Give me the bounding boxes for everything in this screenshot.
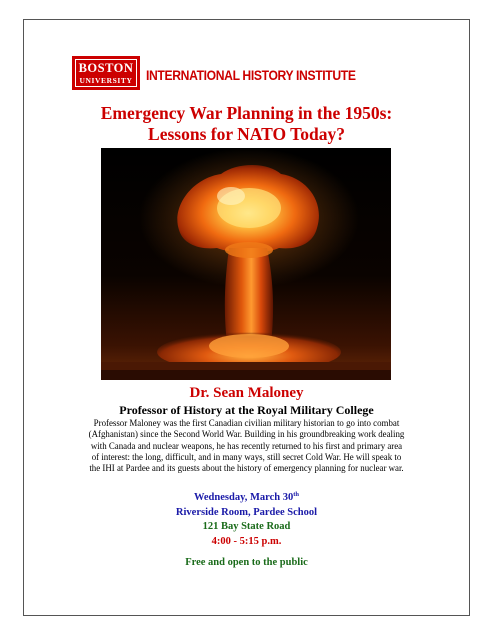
speaker-position: Professor of History at the Royal Military College bbox=[119, 403, 374, 417]
event-details bbox=[23, 491, 470, 549]
title-line2: Lessons for NATO Today? bbox=[148, 124, 345, 144]
event-room: Riverside Room, Pardee School bbox=[175, 506, 318, 518]
logo-line2: UNIVERSITY bbox=[79, 75, 133, 85]
event-title bbox=[23, 103, 470, 145]
logo-line1: BOSTON bbox=[78, 61, 134, 75]
bio-line: (Afghanistan) since the Second World War. Building in his groundbreaking work dealing bbox=[88, 429, 405, 440]
boston-university-logo bbox=[72, 56, 140, 90]
header bbox=[72, 56, 402, 92]
bio-line: the IHI at Pardee and its guests about the history of emergency planning for nuclear war. bbox=[89, 463, 404, 474]
event-date-text: Wednesday, March 30 bbox=[193, 492, 294, 503]
speaker-name: Dr. Sean Maloney bbox=[189, 385, 304, 401]
admission-note: Free and open to the public bbox=[185, 557, 308, 568]
bio-line: with Canada and nuclear weapons, he has recently returned to his first and primary area bbox=[90, 440, 403, 451]
title-line1: Emergency War Planning in the 1950s: bbox=[100, 103, 393, 123]
event-date-suffix: th bbox=[293, 491, 300, 498]
bio-line: of interest: the long, difficult, and in many ways, still secret Cold War. He will speak to bbox=[91, 451, 402, 462]
event-time: 4:00 - 5:15 p.m. bbox=[211, 535, 282, 547]
speaker-bio bbox=[58, 418, 435, 474]
bio-line: Professor Maloney was the first Canadian civilian military historian to go into combat bbox=[93, 418, 400, 428]
event-date bbox=[23, 491, 470, 506]
event-address: 121 Bay State Road bbox=[202, 521, 291, 532]
mushroom-cloud-photo bbox=[101, 148, 391, 380]
institute-name: INTERNATIONAL HISTORY INSTITUTE bbox=[146, 68, 356, 83]
